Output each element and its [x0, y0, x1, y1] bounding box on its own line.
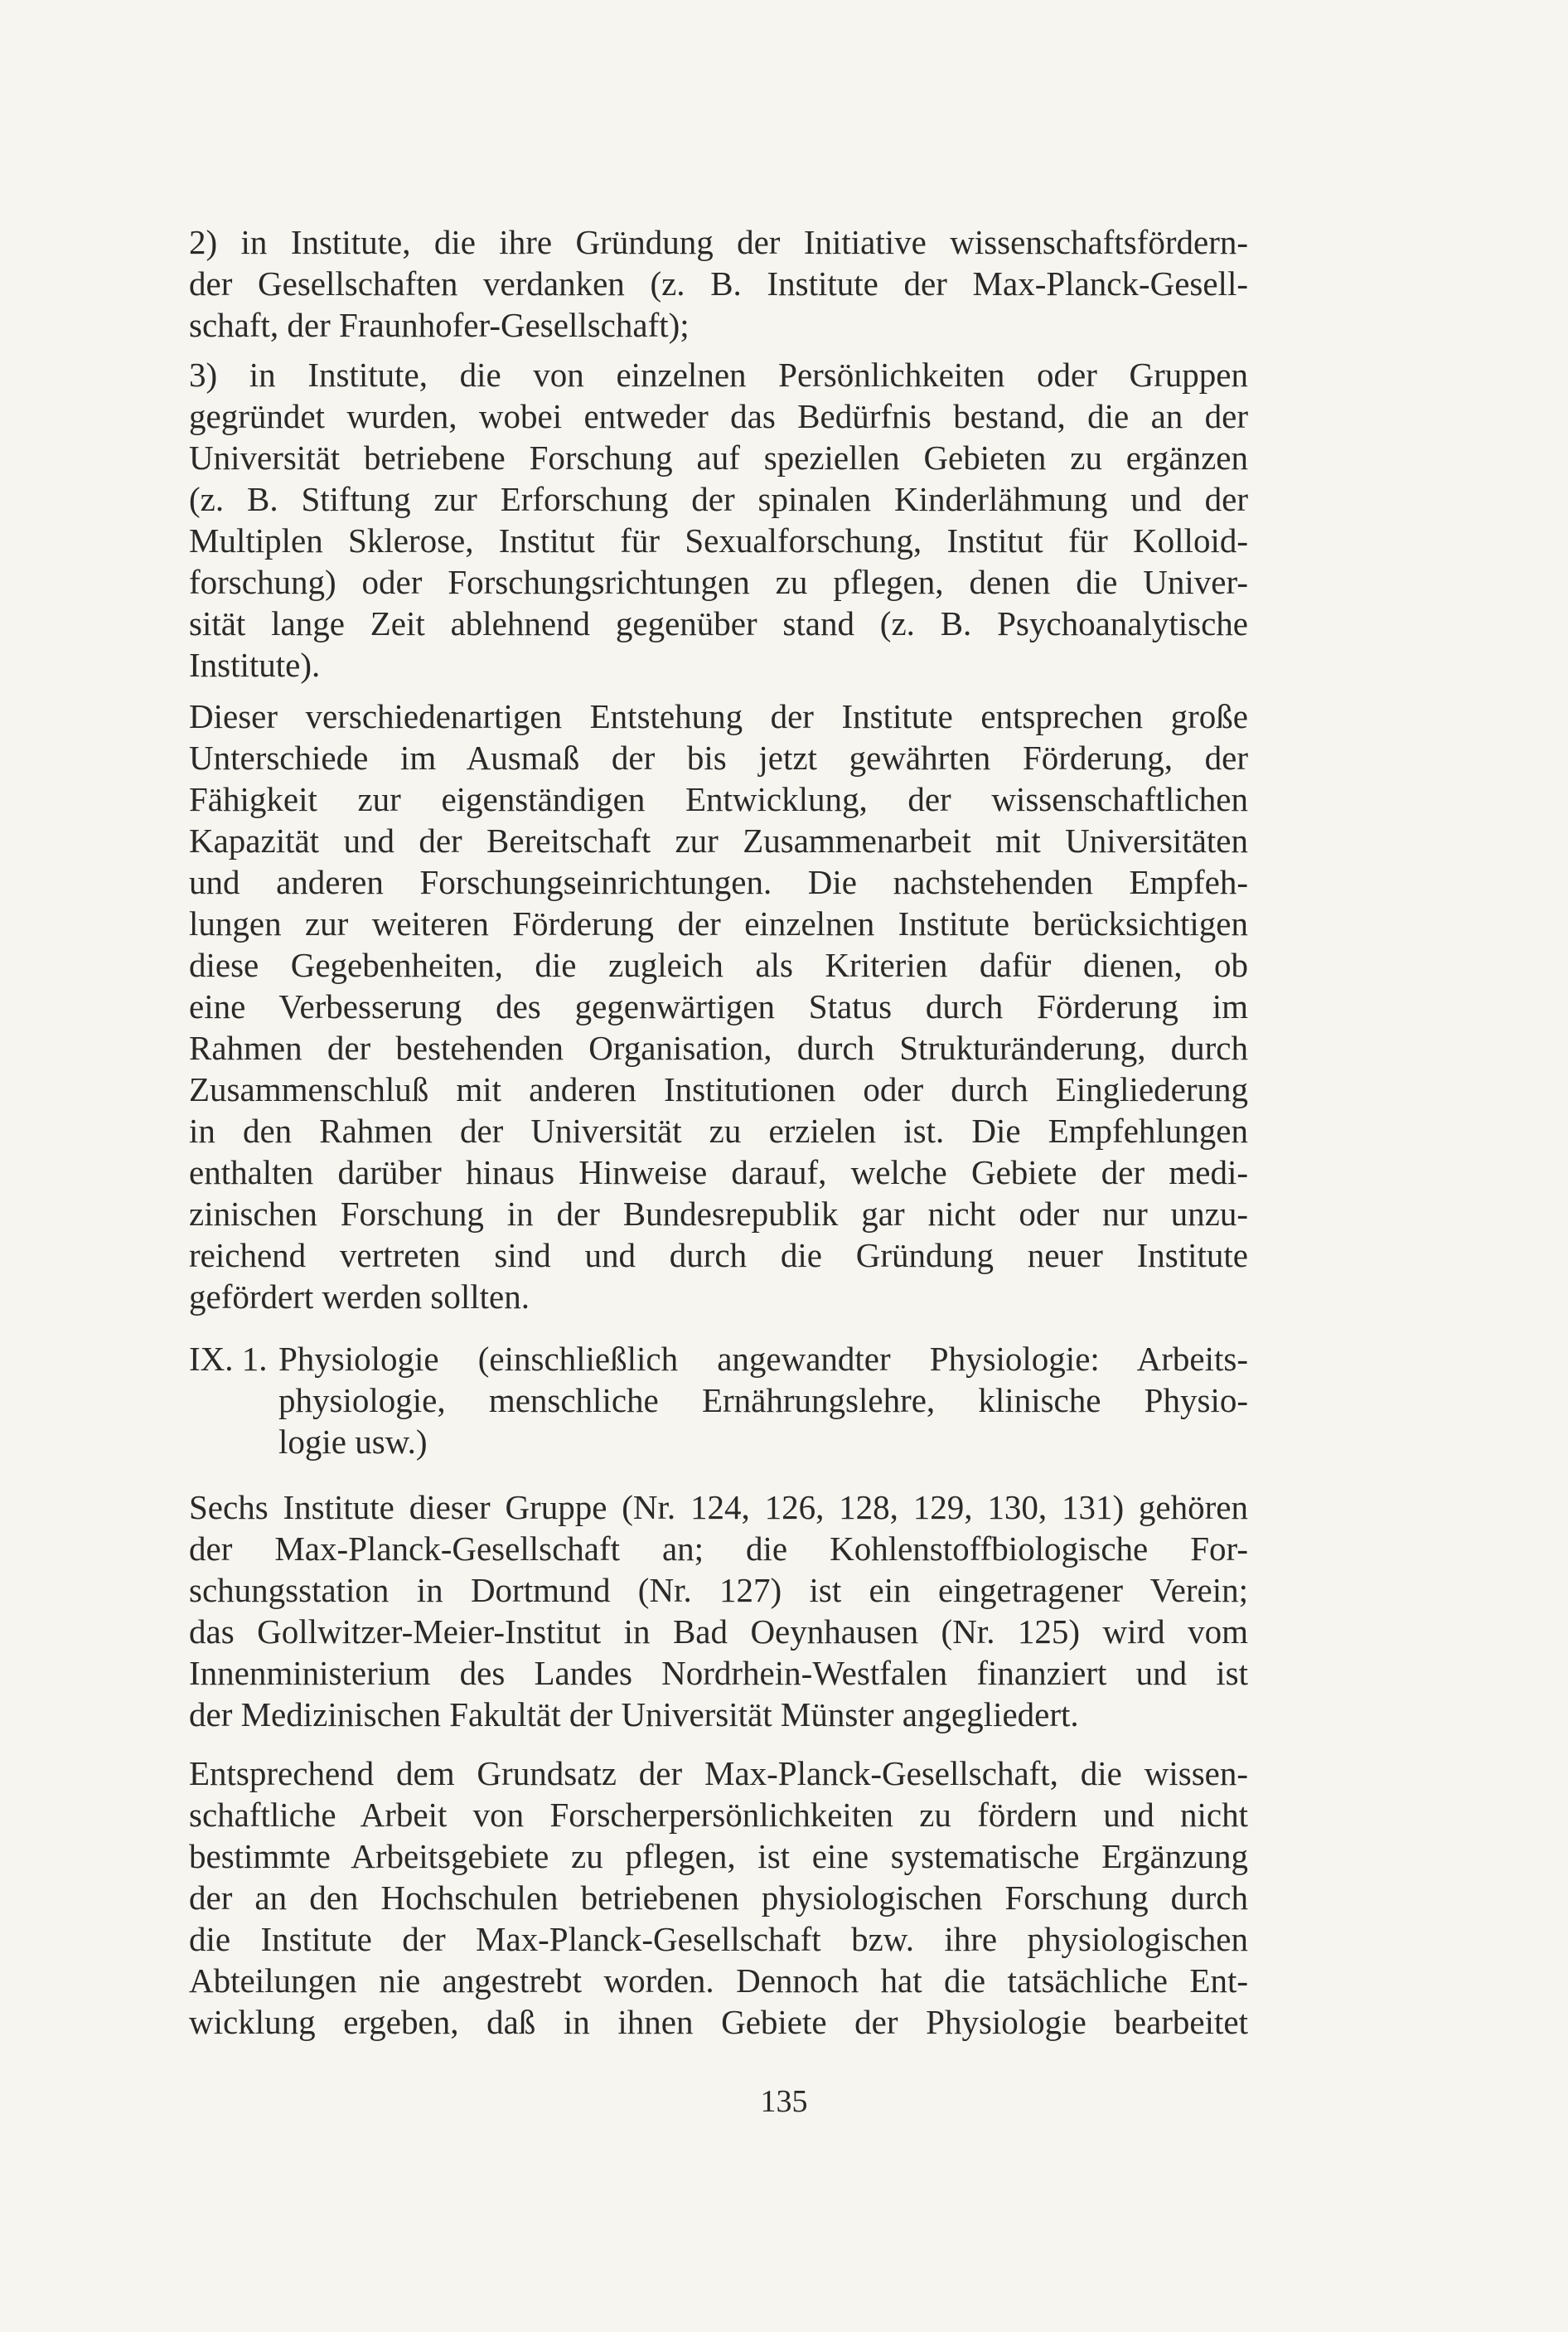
text-line: sität lange Zeit ablehnend gegenüber stand (z. B. Psychoanalytische: [189, 604, 1248, 642]
text-line: in den Rahmen der Universität zu erzielen ist. Die Empfehlungen: [189, 1112, 1248, 1150]
text-line: physiologie, menschliche Ernährungslehre, klinische Physio-: [278, 1381, 1248, 1419]
text-line: Dieser verschiedenartigen Entstehung der Institute entsprechen große: [189, 697, 1248, 735]
paragraph-list-item-2: [189, 221, 1248, 346]
text-line: bestimmte Arbeitsgebiete zu pflegen, ist eine systematische Ergänzung: [189, 1837, 1248, 1875]
text-line: der Gesellschaften verdanken (z. B. Institute der Max-Planck-Gesell-: [189, 264, 1248, 303]
text-line: das Gollwitzer-Meier-Institut in Bad Oeynhausen (Nr. 125) wird vom: [189, 1612, 1248, 1651]
text-line: Innenministerium des Landes Nordrhein-Westfalen finanziert und ist: [189, 1654, 1248, 1692]
paragraph-list-item-3: [189, 354, 1248, 686]
text-line: Abteilungen nie angestrebt worden. Dennoch hat die tatsächliche Ent-: [189, 1961, 1248, 2000]
text-line: schungsstation in Dortmund (Nr. 127) ist ein eingetragener Verein;: [189, 1571, 1248, 1609]
text-line: schaft, der Fraunhofer-Gesellschaft);: [189, 306, 690, 344]
text-line: der Medizinischen Fakultät der Universität Münster angegliedert.: [189, 1695, 1079, 1733]
section-heading: [189, 1338, 1248, 1462]
section-number: IX. 1.: [189, 1340, 268, 1378]
text-line: 2) in Institute, die ihre Gründung der Initiative wissenschaftsfördern-: [189, 223, 1248, 261]
text-line: Zusammenschluß mit anderen Institutionen oder durch Eingliederung: [189, 1070, 1248, 1108]
paragraph-max-planck-principle: [189, 1753, 1248, 2043]
text-line: forschung) oder Forschungsrichtungen zu pflegen, denen die Univer-: [189, 563, 1248, 601]
text-line: Fähigkeit zur eigenständigen Entwicklung, der wissenschaftlichen: [189, 780, 1248, 818]
text-line: Unterschiede im Ausmaß der bis jetzt gewährten Förderung, der: [189, 739, 1248, 777]
text-line: und anderen Forschungseinrichtungen. Die nachstehenden Empfeh-: [189, 863, 1248, 901]
text-line: Rahmen der bestehenden Organisation, durch Strukturänderung, durch: [189, 1029, 1248, 1067]
text-line: diese Gegebenheiten, die zugleich als Kriterien dafür dienen, ob: [189, 946, 1248, 984]
text-line: wicklung ergeben, daß in ihnen Gebiete der Physiologie bearbeitet: [189, 2003, 1248, 2041]
text-line: die Institute der Max-Planck-Gesellschaft bzw. ihre physiologischen: [189, 1920, 1248, 1958]
text-line: der an den Hochschulen betriebenen physiologischen Forschung durch: [189, 1879, 1248, 1917]
text-line: enthalten darüber hinaus Hinweise darauf, welche Gebiete der medi-: [189, 1153, 1248, 1191]
text-line: schaftliche Arbeit von Forscherpersönlichkeiten zu fördern und nicht: [189, 1796, 1248, 1834]
text-line: 3) in Institute, die von einzelnen Persönlichkeiten oder Gruppen: [189, 356, 1248, 394]
text-line: Sechs Institute dieser Gruppe (Nr. 124, 126, 128, 129, 130, 131) gehören: [189, 1488, 1248, 1526]
text-line: (z. B. Stiftung zur Erforschung der spinalen Kinderlähmung und der: [189, 480, 1248, 518]
paragraph-institute-development: [189, 696, 1248, 1317]
text-line: Institute).: [189, 646, 321, 684]
text-line: eine Verbesserung des gegenwärtigen Status durch Förderung im: [189, 987, 1248, 1025]
page-number: 135: [760, 2084, 808, 2119]
text-line: Universität betriebene Forschung auf speziellen Gebieten zu ergänzen: [189, 439, 1248, 477]
text-line: gefördert werden sollten.: [189, 1278, 530, 1316]
text-line: gegründet wurden, wobei entweder das Bedürfnis bestand, die an der: [189, 397, 1248, 435]
text-line: der Max-Planck-Gesellschaft an; die Kohlenstoffbiologische For-: [189, 1530, 1248, 1568]
text-line: logie usw.): [278, 1423, 428, 1461]
text-line: Multiplen Sklerose, Institut für Sexualforschung, Institut für Kolloid-: [189, 521, 1248, 560]
text-line: Kapazität und der Bereitschaft zur Zusammenarbeit mit Universitäten: [189, 822, 1248, 860]
text-line: zinischen Forschung in der Bundesrepublik gar nicht oder nur unzu-: [189, 1195, 1248, 1233]
text-line: Physiologie (einschließlich angewandter Physiologie: Arbeits-: [278, 1340, 1248, 1378]
text-line: Entsprechend dem Grundsatz der Max-Planck-Gesellschaft, die wissen-: [189, 1754, 1248, 1792]
paragraph-institute-group: [189, 1486, 1248, 1735]
section-title: [278, 1338, 1248, 1462]
text-line: reichend vertreten sind und durch die Gründung neuer Institute: [189, 1236, 1248, 1274]
text-line: lungen zur weiteren Förderung der einzelnen Institute berücksichtigen: [189, 904, 1248, 943]
